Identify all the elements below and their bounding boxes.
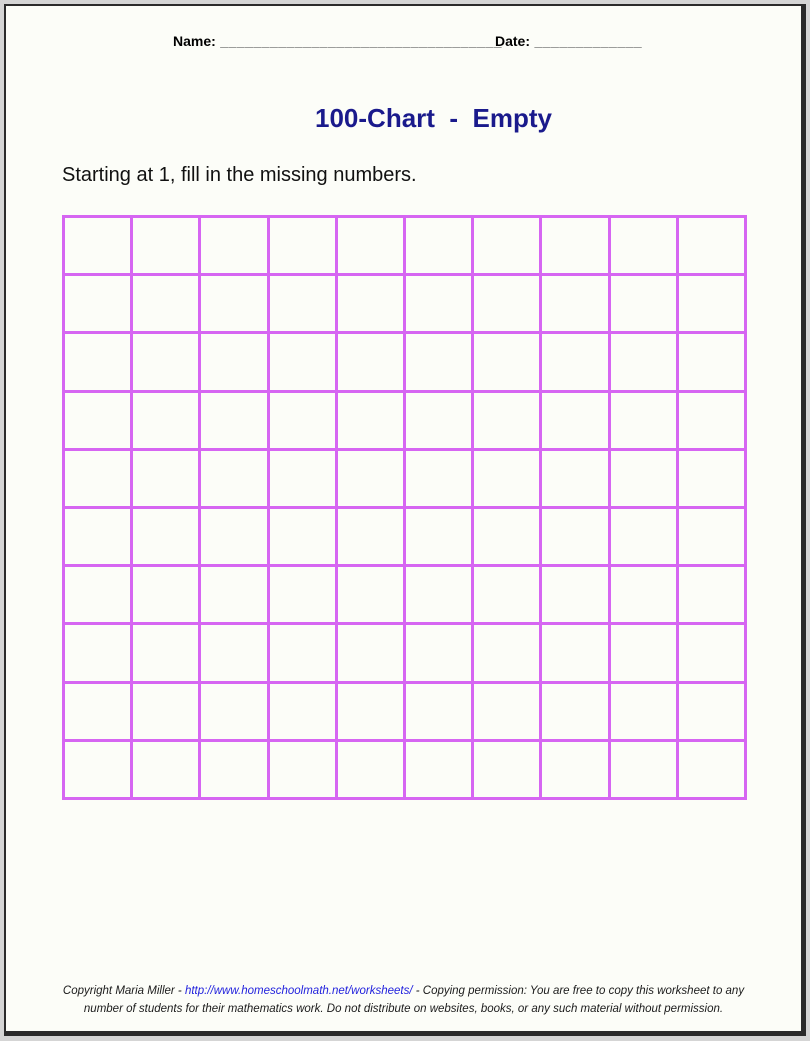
grid-cell	[270, 567, 335, 622]
grid-cell	[270, 218, 335, 273]
grid-cell	[65, 509, 130, 564]
grid-cell	[338, 567, 403, 622]
worksheets-link[interactable]: http://www.homeschoolmath.net/worksheets/	[184, 985, 413, 997]
grid-cell	[201, 218, 266, 273]
grid-cell	[270, 393, 335, 448]
header-line	[6, 33, 801, 55]
grid-cell	[65, 334, 130, 389]
name-label: Name:	[173, 33, 216, 49]
grid-cell	[65, 393, 130, 448]
grid-cell	[270, 334, 335, 389]
grid-cell	[338, 334, 403, 389]
grid-cell	[201, 393, 266, 448]
grid-cell	[406, 567, 471, 622]
grid-cell	[611, 451, 676, 506]
grid-cell	[611, 276, 676, 331]
hundred-grid	[62, 215, 747, 800]
grid-cell	[338, 625, 403, 680]
grid-cell	[65, 625, 130, 680]
date-field-group	[495, 33, 642, 51]
grid-cell	[542, 684, 607, 739]
grid-cell	[406, 393, 471, 448]
grid-cell	[679, 509, 744, 564]
copyright-prefix: Copyright Maria Miller -	[62, 985, 182, 997]
grid-cell	[201, 625, 266, 680]
instruction-text: Starting at 1, fill in the missing numbers.	[62, 164, 417, 186]
worksheet-page	[4, 4, 806, 1036]
grid-cell	[542, 393, 607, 448]
grid-cell	[474, 334, 539, 389]
grid-cell	[611, 334, 676, 389]
grid-cell	[338, 276, 403, 331]
grid-cell	[201, 276, 266, 331]
grid-cell	[270, 684, 335, 739]
page-title: 100-Chart - Empty	[315, 103, 552, 133]
grid-cell	[679, 276, 744, 331]
grid-cell	[474, 625, 539, 680]
grid-cell	[542, 451, 607, 506]
grid-cell	[270, 625, 335, 680]
grid-cell	[133, 334, 198, 389]
name-blank-line: __________________________________	[220, 33, 502, 49]
grid-cell	[611, 684, 676, 739]
grid-cell	[65, 218, 130, 273]
grid-cell	[65, 742, 130, 797]
grid-cell	[406, 334, 471, 389]
grid-cell	[406, 684, 471, 739]
grid-cell	[679, 625, 744, 680]
grid-cell	[338, 218, 403, 273]
grid-cell	[474, 509, 539, 564]
grid-cell	[679, 742, 744, 797]
grid-cell	[542, 276, 607, 331]
grid-cell	[542, 334, 607, 389]
grid-cell	[611, 218, 676, 273]
grid-cell	[542, 625, 607, 680]
grid-cell	[270, 509, 335, 564]
grid-cell	[270, 742, 335, 797]
grid-cell	[133, 276, 198, 331]
grid-cell	[474, 218, 539, 273]
grid-cell	[65, 684, 130, 739]
grid-cell	[474, 393, 539, 448]
grid-cell	[133, 393, 198, 448]
grid-cell	[474, 567, 539, 622]
grid-cell	[406, 218, 471, 273]
grid-cell	[270, 451, 335, 506]
grid-cell	[406, 742, 471, 797]
grid-cell	[133, 684, 198, 739]
grid-cell	[474, 451, 539, 506]
grid-cell	[338, 393, 403, 448]
date-label: Date:	[495, 33, 531, 49]
grid-cell	[542, 509, 607, 564]
grid-cell	[201, 567, 266, 622]
copyright-footer	[6, 982, 801, 1018]
copyright-suffix: - Copying permission: You are free to copy this worksheet to any	[415, 985, 745, 997]
grid-cell	[201, 742, 266, 797]
grid-cell	[474, 276, 539, 331]
grid-cell	[679, 451, 744, 506]
grid-cell	[679, 567, 744, 622]
grid-cell	[270, 276, 335, 331]
grid-cell	[338, 509, 403, 564]
grid-cell	[133, 218, 198, 273]
grid-cell	[474, 742, 539, 797]
grid-cell	[406, 276, 471, 331]
date-blank-line: _____________	[534, 33, 643, 49]
grid-cell	[406, 451, 471, 506]
grid-cell	[679, 393, 744, 448]
grid-cell	[201, 684, 266, 739]
grid-cell	[338, 742, 403, 797]
grid-cell	[679, 334, 744, 389]
grid-cell	[133, 567, 198, 622]
grid-cell	[679, 218, 744, 273]
grid-cell	[133, 509, 198, 564]
grid-cell	[133, 742, 198, 797]
copyright-line-1	[6, 982, 801, 1000]
grid-cell	[65, 451, 130, 506]
grid-cell	[406, 509, 471, 564]
grid-cell	[611, 625, 676, 680]
grid-cell	[611, 742, 676, 797]
copyright-line-2: number of students for their mathematics work. Do not distribute on websites, books, or any such material without permission.	[83, 1003, 724, 1015]
grid-cell	[338, 451, 403, 506]
grid-cell	[201, 451, 266, 506]
grid-cell	[338, 684, 403, 739]
grid-cell	[133, 625, 198, 680]
grid-cell	[65, 567, 130, 622]
grid-cell	[201, 334, 266, 389]
grid-cell	[611, 393, 676, 448]
grid-cell	[65, 276, 130, 331]
grid-cell	[133, 451, 198, 506]
grid-cell	[611, 509, 676, 564]
grid-cell	[542, 742, 607, 797]
grid-cell	[406, 625, 471, 680]
grid-cell	[542, 218, 607, 273]
grid-cell	[542, 567, 607, 622]
grid-cell	[679, 684, 744, 739]
grid-cell	[474, 684, 539, 739]
grid-cell	[611, 567, 676, 622]
name-field-group	[173, 33, 502, 51]
grid-cell	[201, 509, 266, 564]
